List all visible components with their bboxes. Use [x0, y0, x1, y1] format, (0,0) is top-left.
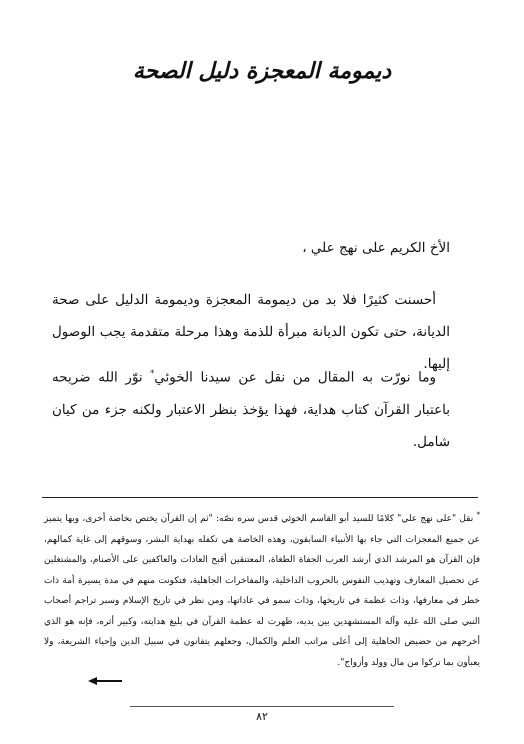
footnote-text: نقل "على نهج علي" كلامًا للسيد أبو القاسم الخوئي قدس سره نصّه: "ثم إن القرآن يختص بخاصة أخرى، وبها يتميز عن جميع المعجزات التي جاء بها الأنبياء السابقون، وهذه الخاصة هي تكفله بهداية البشر، وسوقهم إلى غاية كمالهم، فإن القرآن هو المرشد الذي أرشد العرب الجفاة الطغاة، المعتنقين أقبح العادات والعاكفين على الأصنام، والمشتغلين عن تحصيل المعارف وتهذيب النفوس بالحروب الداخلية، والمفاخرات الجاهلية، فتكونت منهم في مدة يسيرة أمة ذات خطر في معارفها، وذات عظمة في تاريخها، وذات سمو في عاداتها، ومن نظر في تاريخ الإسلام وسبر تراجم أصحاب النبي صلى الله عليه وآله المستشهدين بين يديه، ظهرت له عظمة القرآن في بليغ هدايته، وكبير أثره، فإنه هو الذي أخرجهم من حضيض الجاهلية إلى أعلى مراتب العلم والكمال، وجعلهم يتفانون في سبيل الدين وإحياء الشريعة، ولا يعبأون بما تركوا من مال وولد وأزواج".	[44, 514, 480, 668]
page-number: ٨٢	[256, 710, 268, 723]
footnote-separator	[42, 497, 478, 498]
paragraph-2-text-after: نوّر الله ضريحه باعتبار القرآن كتاب هداية، فهذا يؤخذ بنظر الاعتبار ولكنه جزء من كيان شامل.	[52, 369, 450, 450]
page-title: ديمومة المعجزة دليل الصحة	[132, 58, 392, 84]
footnote	[44, 505, 480, 673]
greeting-line: الأخ الكريم على نهج علي ،	[302, 240, 450, 256]
footnote-mark: *	[476, 511, 480, 519]
arrow-left-icon	[88, 676, 122, 686]
paragraph-2-text-before: وما نورّت به المقال من نقل عن سيدنا الخوئي	[154, 369, 436, 386]
paragraph-1-text: أحسنت كثيرًا فلا بد من ديمومة المعجزة وديمومة الدليل على صحة الديانة، حتى تكون الديانة مبرأة للذمة وهذا مرحلة متقدمة يجب الوصول إليها.	[52, 292, 450, 372]
paragraph-2	[52, 358, 450, 458]
bottom-rule	[130, 706, 394, 707]
footnote-reference-mark[interactable]: *	[150, 369, 155, 378]
